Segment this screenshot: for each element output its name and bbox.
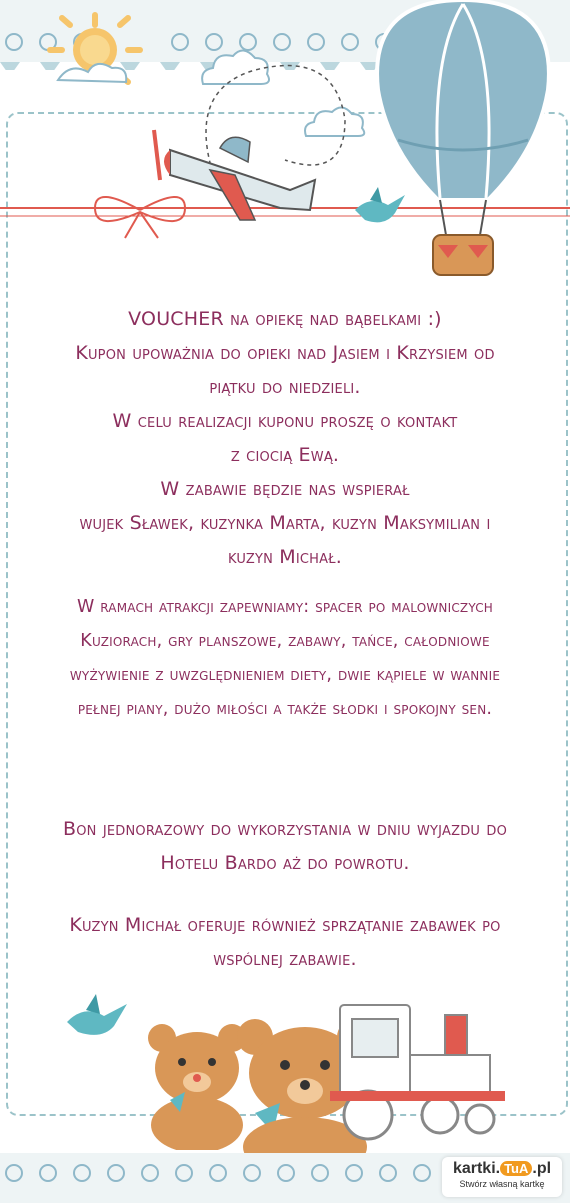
voucher-line: wyżywienie z uwzględnieniem diety, dwie kąpiele w wannie [69, 665, 501, 685]
logo-left-text: kartki. [452, 1160, 501, 1177]
voucher-line: pełnej piany, dużo miłości a także słodki i spokojny sen. [77, 699, 493, 719]
voucher-line: Bon jednorazowy do wykorzystania w dniu wyjazdu do [62, 818, 507, 840]
logo-right-text: .pl [532, 1160, 552, 1177]
voucher-validity-text [0, 812, 570, 880]
hot-air-balloon-icon [368, 0, 558, 290]
sun-icon [40, 10, 150, 100]
voucher-line: W ramach atrakcji zapewniamy: spacer po malowniczych [76, 597, 494, 617]
logo-tagline: Stwórz własną kartkę [459, 1179, 545, 1189]
voucher-line: z ciocią Ewą. [230, 444, 340, 466]
voucher-line: kuzyn Michał. [228, 546, 342, 568]
logo-badge: TuA [500, 1161, 532, 1176]
toy-train-icon [330, 995, 510, 1155]
voucher-line: W zabawie będzie nas wspierał [160, 478, 410, 500]
voucher-intro-text [0, 302, 570, 574]
voucher-line: Kuziorach, gry planszowe, zabawy, tańce, całodniowe [80, 631, 490, 651]
airplane-icon [140, 120, 330, 230]
voucher-attractions-text [0, 590, 570, 726]
kartki-logo[interactable] [442, 1157, 562, 1197]
voucher-line: Hotelu Bardo aż do powrotu. [160, 852, 410, 874]
voucher-line: VOUCHER na opiekę nad bąbelkami :) [128, 308, 442, 330]
voucher-bonus-text [0, 908, 570, 976]
voucher-line: wujek Sławek, kuzynka Marta, kuzyn Maksymilian i [79, 512, 491, 534]
voucher-line: W celu realizacji kuponu proszę o kontakt [112, 410, 458, 432]
voucher-line: wspólnej zabawie. [213, 948, 357, 970]
voucher-line: Kupon upoważnia do opieki nad Jasiem i Krzysiem od [75, 342, 495, 364]
voucher-line: piątku do niedzieli. [209, 376, 361, 398]
bird-icon [62, 992, 132, 1042]
voucher-line: Kuzyn Michał oferuje również sprzątanie zabawek po [69, 914, 501, 936]
logo-text [442, 1160, 562, 1178]
